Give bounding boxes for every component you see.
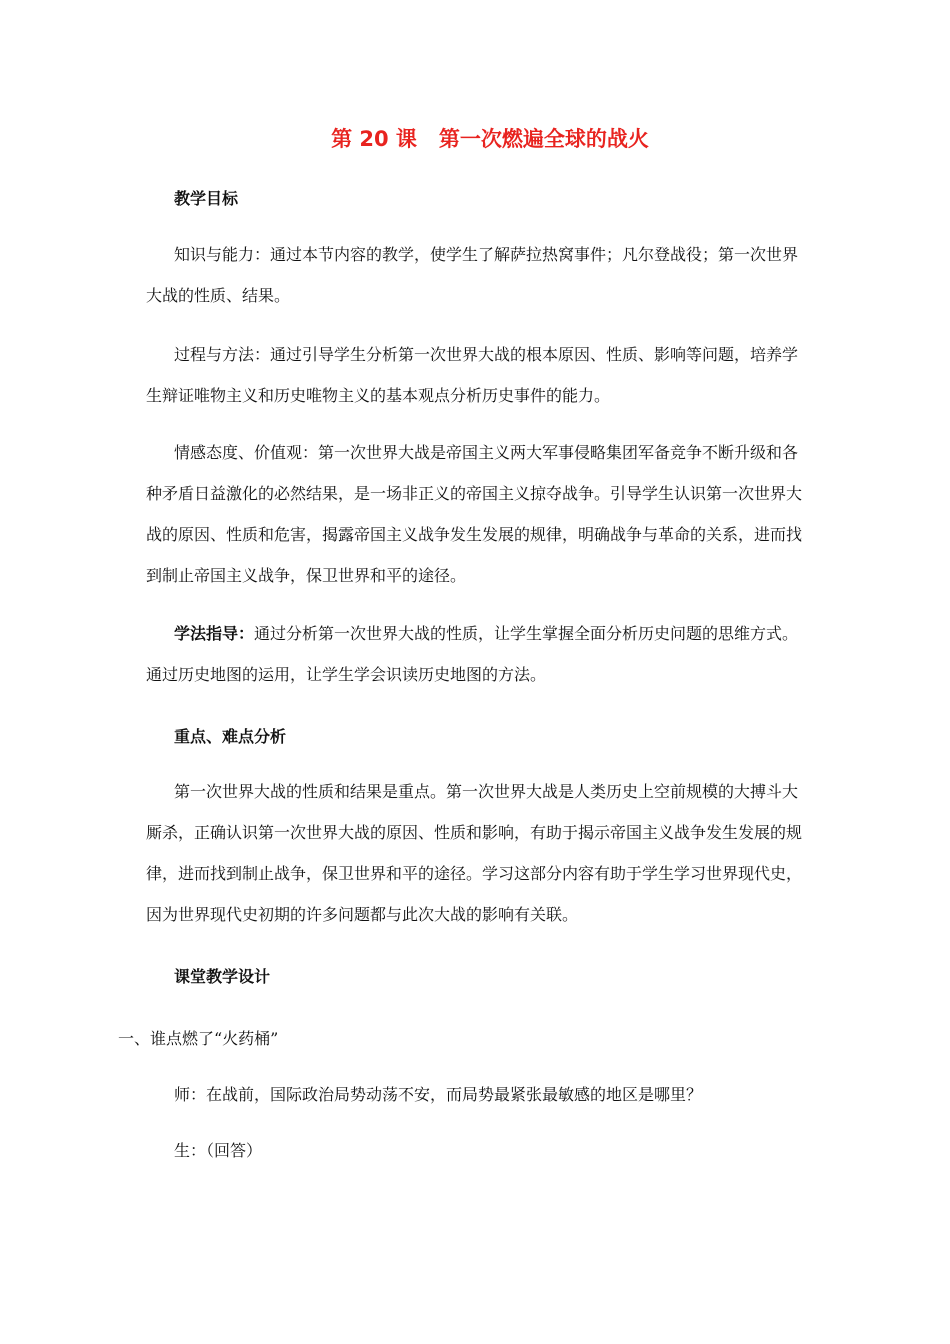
knowledge-paragraph: 知识与能力：通过本节内容的教学，使学生了解萨拉热窝事件；凡尔登战役；第一次世界大战的性质、结果。 xyxy=(146,245,799,305)
student-answer: 生：（回答） xyxy=(174,1141,263,1160)
process-paragraph: 过程与方法：通过引导学生分析第一次世界大战的根本原因、性质、影响等问题，培养学生辩证唯物主义和历史唯物主义的基本观点分析历史事件的能力。 xyxy=(146,345,799,405)
lesson-number: 第 20 课 xyxy=(331,127,417,151)
method-text: 通过分析第一次世界大战的性质，让学生掌握全面分析历史问题的思维方式。通过历史地图的运用，让学生学会识读历史地图的方法。 xyxy=(146,624,799,684)
design-heading: 课堂教学设计 xyxy=(174,967,271,986)
objectives-heading: 教学目标 xyxy=(174,189,239,208)
method-label: 学法指导： xyxy=(174,624,255,643)
method-paragraph xyxy=(146,613,806,695)
section-one-title: 一、谁点燃了“火药桶” xyxy=(118,1029,279,1048)
lesson-name: 第一次燃遍全球的战火 xyxy=(438,127,649,151)
lesson-title xyxy=(0,123,950,153)
key-points-paragraph: 第一次世界大战的性质和结果是重点。第一次世界大战是人类历史上空前规模的大搏斗大厮杀，正确认识第一次世界大战的原因、性质和影响，有助于揭示帝国主义战争发生发展的规律，进而找到制止战争，保卫世界和平的途径。学习这部分内容有助于学生学习世界现代史，因为世界现代史初期的许多问题都与此次大战的影响有关联。 xyxy=(146,782,803,924)
key-points-heading: 重点、难点分析 xyxy=(174,727,287,746)
teacher-question: 师：在战前，国际政治局势动荡不安，而局势最紧张最敏感的地区是哪里？ xyxy=(174,1085,703,1104)
emotion-paragraph: 情感态度、价值观：第一次世界大战是帝国主义两大军事侵略集团军备竞争不断升级和各种矛盾日益激化的必然结果，是一场非正义的帝国主义掠夺战争。引导学生认识第一次世界大战的原因、性质和危害，揭露帝国主义战争发生发展的规律，明确战争与革命的关系，进而找到制止帝国主义战争，保卫世界和平的途径。 xyxy=(146,443,803,585)
